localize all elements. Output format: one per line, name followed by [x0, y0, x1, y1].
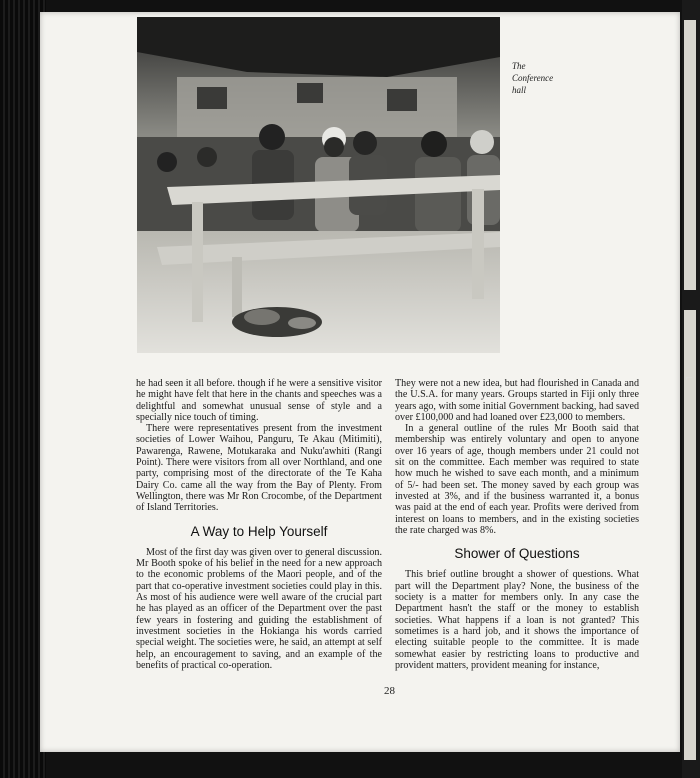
- left-column: [136, 378, 382, 671]
- paragraph: he had seen it all before. though if he were a sensitive visitor he might have felt that here in the chants and speeches was a delightful and somewhat unusual sense of style and a specially nice touch of timing.: [136, 378, 382, 423]
- conference-hall-photo: [137, 17, 500, 353]
- photo-caption: [512, 60, 592, 96]
- margin-mark: ⌐: [686, 370, 693, 384]
- magazine-page: [40, 12, 680, 752]
- caption-line: The: [512, 61, 526, 71]
- section-heading: Shower of Questions: [454, 546, 580, 562]
- photo-illustration: [137, 17, 500, 353]
- section-heading: A Way to Help Yourself: [190, 523, 328, 539]
- paragraph: They were not a new idea, but had flourished in Canada and the U.S.A. for many years. Groups started in Fiji only three years ago, with some initial Government backing, had saved over £100,000 and had loaned over £23,000 to members.: [395, 378, 639, 423]
- scan-right-edge: [682, 0, 700, 778]
- caption-line: hall: [512, 85, 527, 95]
- paragraph: Most of the first day was given over to general discussion. Mr Booth spoke of his belief in the need for a new approach to the economic problems of the Maori people, and of the part that co-operative investment societies could play in this. As most of his audience were well aware of the crucial part he has played as an officer of the Department over the past few years in fostering and guiding the establishment of investment societies in the Hokianga his words carried special weight. The societies were, he said, an attempt at self help, an encouragement to saving, and an example of the benefits of practical co-operation.: [136, 546, 382, 671]
- paragraph: There were representatives present from the investment societies of Lower Waihou, Panguru, Te Akau (Mitimiti), Pawarenga, Rawene, Motukaraka and Nuku'awhiti (Rangi Point). There were visitors from all over Northland, and one party, comprising most of the directorate of the Te Kaha Dairy Co. came all the way from the Bay of Plenty. From Wellington, there was Mr Ron Crocombe, of the Department of Island Territories.: [136, 423, 382, 514]
- page-number: 28: [384, 685, 395, 697]
- right-column: [395, 378, 639, 671]
- caption-line: Conference: [512, 73, 554, 83]
- paragraph: In a general outline of the rules Mr Booth said that membership was entirely voluntary and open to anyone over 16 years of age, though members under 21 could not sit on the committee. Each member was required to state how much he wished to save each month, and a minimum of 5/- had been set. The money saved by each group was invested at 3%, and if the business warranted it, a bonus was paid at the end of each year. Profits were derived from interest on loans to members, and in the existing societies the rate charged was 8%.: [395, 423, 639, 536]
- paragraph: This brief outline brought a shower of questions. What part will the Department play? None, the business of the society is a matter for members only. In any case the Department hasn't the staff or the money to establish societies. What happens if a loan is not granted? This sometimes is a hard job, and it shows the importance of electing suitable people to the committee. It is made somewhat easier by restricting loans to productive and provident matters, provident meaning for instance,: [395, 569, 639, 671]
